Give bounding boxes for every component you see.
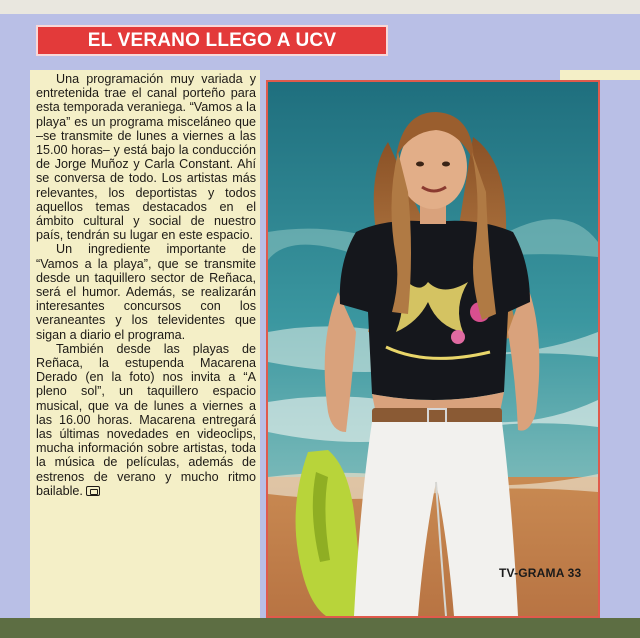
article-paragraph-3-text: También desde las playas de Reñaca, la estupenda Macarena Derado (en la foto) nos invita a “A pleno sol”, un taquillero espacio musical, que va de lunes a viernes a las 16.00 horas. Macarena entregará las últimas novedades en videoclips, mucha información sobre artistas, toda la música de películas, además de estrenos de verano y mucho ritmo bailable. (36, 341, 256, 498)
article-paragraph-1: Una programación muy variada y entretenida trae el canal porteño para esta temporada veraniega. “Vamos a la playa” es un programa misceláneo que –se transmite de lunes a viernes a las 15.00 horas– y está bajo la conducción de Jorge Muñoz y Carla Constant. Ahí se conversa de todo. Los artistas más relevantes, los deportistas y todos aquellos temas destacados en el ámbito cultural y social de nuestro país, tendrán su lugar en este espacio. (36, 72, 256, 243)
background-surface (0, 618, 640, 638)
headline-banner: EL VERANO LLEGO A UCV (36, 25, 388, 56)
cream-band (560, 70, 640, 80)
article-paragraph-3 (36, 342, 256, 498)
article-paragraph-2: Un ingrediente importante de “Vamos a la playa”, que se transmite desde un taquillero sector de Reñaca, será el humor. Además, se realizarán interesantes concursos con los veraneantes y los televidentes que sigan a diario el programa. (36, 242, 256, 342)
article-text-column (30, 70, 260, 618)
photo-macarena-derado (266, 80, 600, 618)
previous-page-edge (0, 0, 640, 14)
page-credit: TV-GRAMA 33 (499, 566, 582, 580)
tv-set-icon (86, 486, 100, 496)
photo-woman-beach-icon (268, 82, 598, 616)
